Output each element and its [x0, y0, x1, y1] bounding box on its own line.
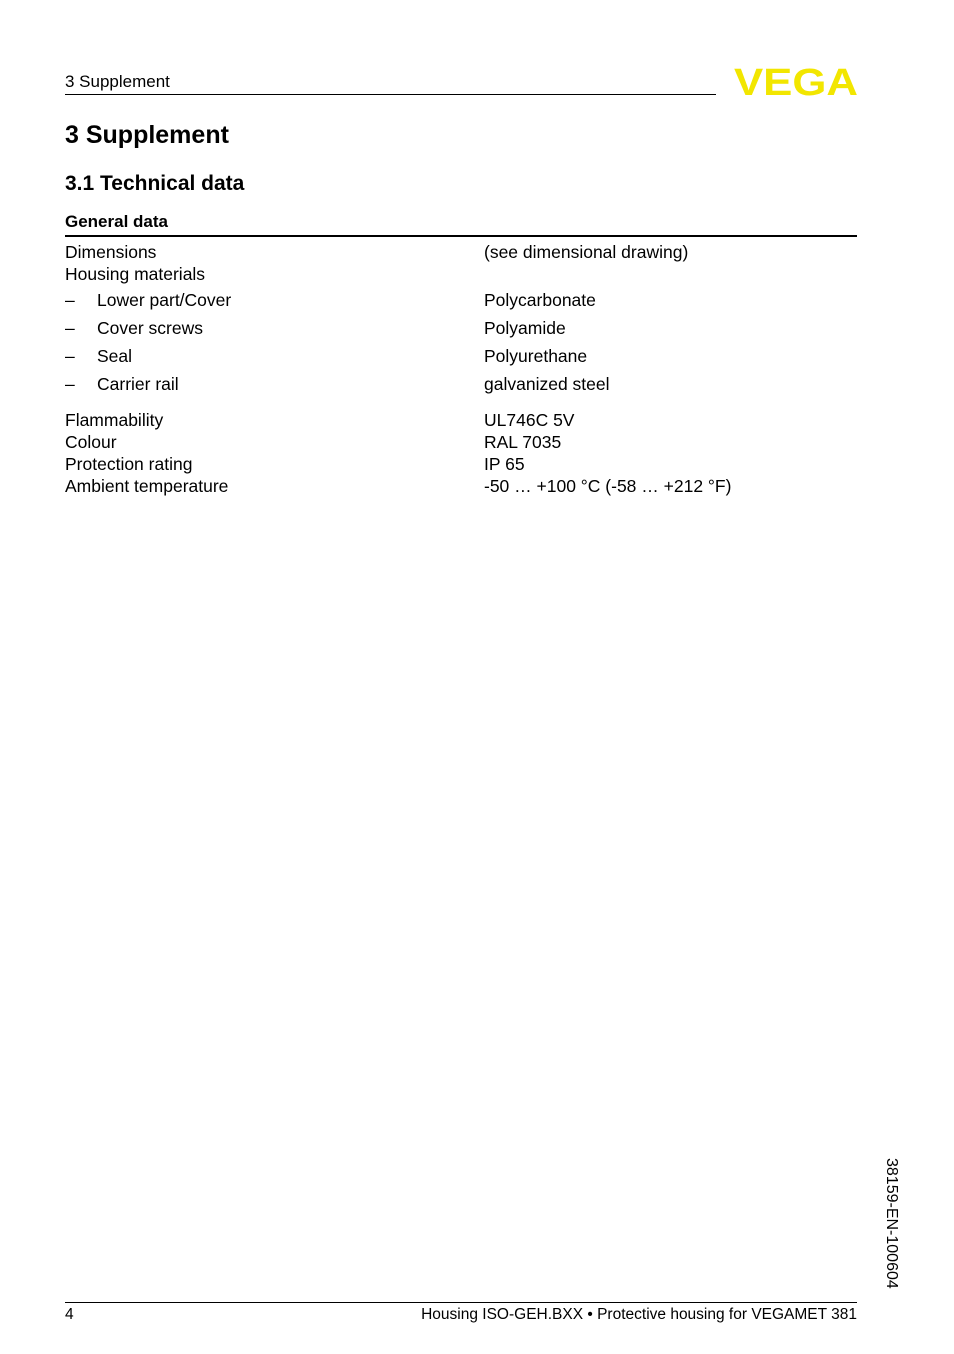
- row-value: galvanized steel: [484, 374, 610, 394]
- row-label: Carrier rail: [97, 374, 179, 394]
- row-label: Ambient temperature: [65, 476, 229, 496]
- list-dash: –: [65, 374, 75, 394]
- row-value: -50 … +100 °C (-58 … +212 °F): [484, 476, 732, 496]
- row-value: Polycarbonate: [484, 290, 596, 310]
- vega-logo: [734, 64, 858, 98]
- page-number: 4: [65, 1306, 74, 1323]
- row-value: Polyurethane: [484, 346, 588, 366]
- footer-divider: [65, 1302, 857, 1303]
- chapter-title: 3 Supplement: [65, 121, 229, 149]
- row-label: Seal: [97, 346, 133, 366]
- footer-document-title: Housing ISO-GEH.BXX • Protective housing for VEGAMET 381: [421, 1306, 857, 1323]
- list-dash: –: [65, 346, 75, 366]
- list-dash: –: [65, 318, 75, 338]
- row-value: UL746C 5V: [484, 410, 575, 430]
- row-value: (see dimensional drawing): [484, 242, 689, 262]
- row-label: Colour: [65, 432, 117, 452]
- row-label: Lower part/Cover: [97, 290, 232, 310]
- general-data-heading: General data: [65, 212, 168, 231]
- general-data-divider: [65, 235, 857, 237]
- section-title: 3.1 Technical data: [65, 172, 245, 195]
- row-value: Polyamide: [484, 318, 566, 338]
- row-value: IP 65: [484, 454, 525, 474]
- document-code: 38159-EN-100604: [883, 1158, 900, 1289]
- row-label: Flammability: [65, 410, 164, 430]
- list-dash: –: [65, 290, 75, 310]
- row-label: Cover screws: [97, 318, 203, 338]
- header-divider: [65, 94, 716, 95]
- row-label: Housing materials: [65, 264, 206, 284]
- row-value: RAL 7035: [484, 432, 562, 452]
- row-label: Dimensions: [65, 242, 157, 262]
- running-header: 3 Supplement: [65, 72, 170, 91]
- vega-logo-text: VEGA: [734, 64, 858, 98]
- row-label: Protection rating: [65, 454, 193, 474]
